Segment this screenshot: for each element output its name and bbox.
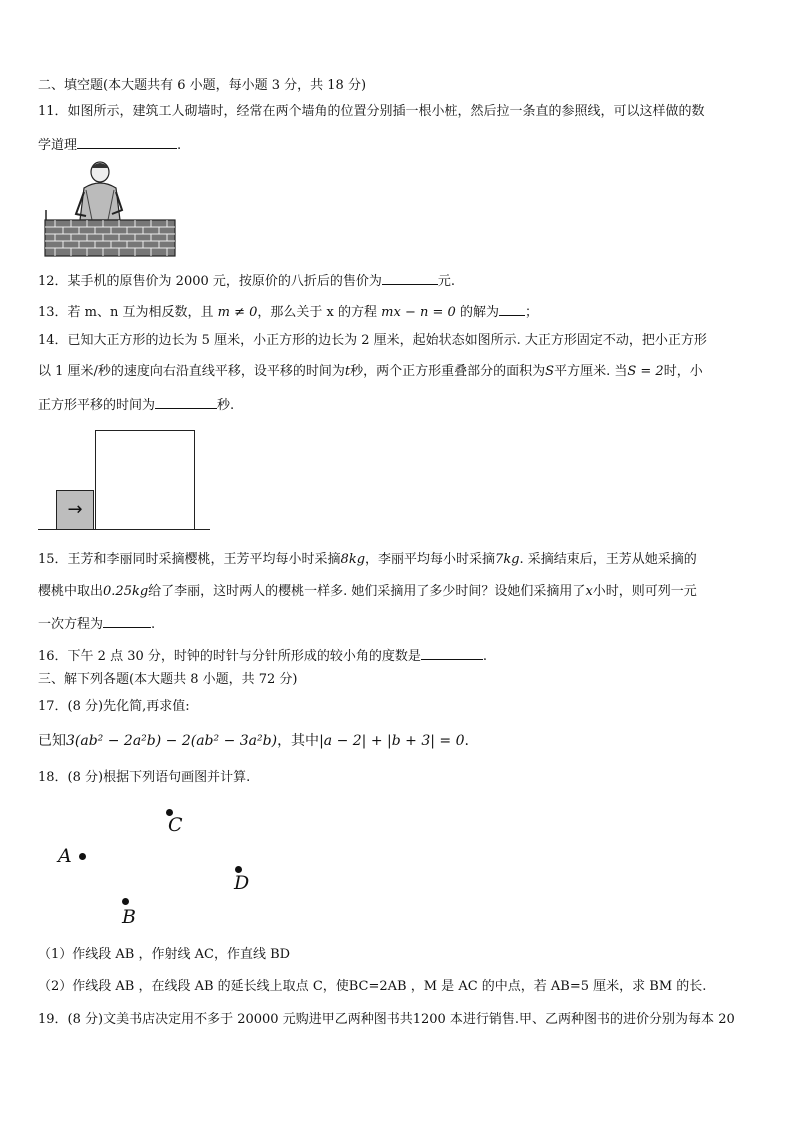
answer-blank[interactable] bbox=[382, 270, 438, 285]
question-18-title: 18．(8 分)根据下列语句画图并计算. bbox=[38, 770, 251, 785]
question-17-expression: 已知3(ab² − 2a²b) − 2(ab² − 3a²b)，其中|a − 2| + |b + 3| = 0. bbox=[38, 733, 469, 749]
answer-blank[interactable] bbox=[499, 301, 525, 316]
question-11-line-1: 11．如图所示，建筑工人砌墙时，经常在两个墙角的位置分别插一根小桩，然后拉一条直的参照线，可以这样做的数 bbox=[38, 104, 705, 119]
answer-blank[interactable] bbox=[77, 134, 177, 149]
point-c-label: C bbox=[168, 814, 183, 836]
question-16: 16．下午 2 点 30 分，时钟的时针与分针所形成的较小角的度数是 . bbox=[38, 645, 764, 667]
answer-blank[interactable] bbox=[155, 394, 217, 409]
question-15-line-2: 樱桃中取出0.25kg给了李丽，这时两人的樱桃一样多. 她们采摘用了多少时间？设她们采摘用了x小时，则可列一元 bbox=[38, 584, 697, 599]
section-heading-solve: 三、解下列各题(本大题共 8 小题，共 72 分) bbox=[38, 672, 298, 687]
point-d-label: D bbox=[234, 872, 250, 894]
large-square bbox=[95, 430, 195, 530]
question-14-line-1: 14．已知大正方形的边长为 5 厘米，小正方形的边长为 2 厘米，起始状态如图所示. 大正方形固定不动，把小正方形 bbox=[38, 333, 707, 348]
question-12: 12．某手机的原售价为 2000 元，按原价的八折后的售价为 元. bbox=[38, 270, 764, 292]
squares-diagram bbox=[38, 430, 210, 534]
section-heading-fill-blank: 二、填空题(本大题共有 6 小题，每小题 3 分，共 18 分) bbox=[38, 78, 367, 93]
question-13: 13．若 m、n 互为相反数，且 m ≠ 0，那么关于 x 的方程 mx − n = 0 的解为 ； bbox=[38, 301, 764, 323]
question-18-part-2: （2）作线段 AB ，在线段 AB 的延长线上取点 C，使BC=2AB ，M 是 AC 的中点，若 AB=5 厘米，求 BM 的长. bbox=[38, 979, 707, 994]
point-b-dot bbox=[122, 898, 129, 905]
question-17-title: 17．(8 分)先化简,再求值: bbox=[38, 699, 190, 714]
point-a-label: A bbox=[58, 845, 72, 867]
answer-blank[interactable] bbox=[421, 645, 483, 660]
point-a-dot bbox=[79, 853, 86, 860]
arrow-right-icon: → bbox=[67, 499, 83, 520]
answer-blank[interactable] bbox=[103, 613, 151, 628]
question-15-line-1: 15．王芳和李丽同时采摘樱桃，王芳平均每小时采摘8kg，李丽平均每小时采摘7kg. 采摘结束后，王芳从她采摘的 bbox=[38, 552, 697, 567]
points-diagram bbox=[50, 800, 270, 935]
bricklayer-illustration bbox=[40, 158, 180, 260]
question-14-line-3: 正方形平移的时间为 秒. bbox=[38, 394, 764, 416]
question-15-line-3: 一次方程为 . bbox=[38, 613, 764, 635]
question-18-part-1: （1）作线段 AB ，作射线 AC，作直线 BD bbox=[38, 947, 291, 962]
baseline bbox=[38, 529, 210, 530]
question-11-line-2: 学道理 . bbox=[38, 134, 764, 156]
small-square bbox=[56, 490, 94, 530]
point-b-label: B bbox=[122, 906, 136, 928]
question-14-line-2: 以 1 厘米/秒的速度向右沿直线平移，设平移的时间为t秒，两个正方形重叠部分的面积为S平方厘米. 当S = 2时，小 bbox=[38, 364, 703, 379]
question-19: 19．(8 分)文美书店决定用不多于 20000 元购进甲乙两种图书共1200 本进行销售.甲、乙两种图书的进价分别为每本 20 bbox=[38, 1012, 735, 1027]
